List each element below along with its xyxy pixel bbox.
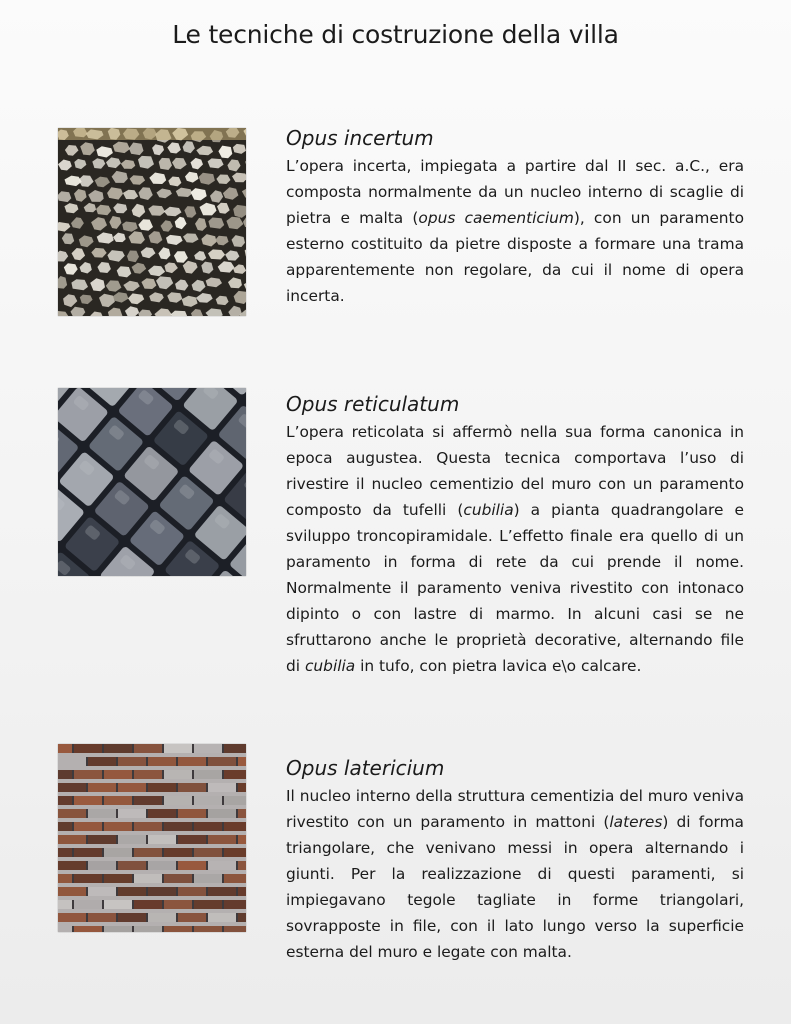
text-run: ) di forma triangolare, che venivano messi in opera alternando i giunti. Per la realizzazione di questi paramenti, si impiegavano tegole tagliate in forme triangolari, sovrapposte in file, con il lato lungo verso la superficie esterna del muro e legate con malta. (286, 813, 744, 961)
section-text (286, 419, 744, 679)
page-title: Le tecniche di costruzione della villa (172, 20, 619, 49)
section-title: Opus reticulatum (286, 392, 460, 416)
latin-term: opus caementicium (418, 209, 574, 227)
latin-term: cubilia (304, 657, 356, 675)
section-text (286, 153, 744, 309)
section-title: Opus incertum (286, 126, 434, 150)
opus-reticulatum-photo (58, 388, 246, 576)
text-run: ), con un paramento esterno costituito da pietre disposte a formare una trama apparentemente non regolare, da cui il nome di opera incerta. (286, 209, 745, 305)
text-run: L’opera incerta, impiegata a partire dal II sec. a.C., era composta normalmente da un nucleo interno di scaglie di pietra e malta ( (286, 157, 744, 227)
section-text (286, 783, 744, 965)
text-run: Il nucleo interno della struttura cementizia del muro veniva rivestito con un paramento in mattoni ( (286, 787, 744, 831)
section-title: Opus latericium (286, 756, 445, 780)
opus-latericium-photo (58, 744, 246, 932)
text-run: in tufo, con pietra lavica e\o calcare. (355, 657, 642, 675)
opus-incertum-photo (58, 128, 246, 316)
text-run: L’opera reticolata si affermò nella sua forma canonica in epoca augustea. Questa tecnica comportava l’uso di rivestire il nucleo cementizio del muro con un paramento composto da tufelli ( (286, 423, 744, 519)
latin-term: lateres (609, 813, 663, 831)
text-run: ) a pianta quadrangolare e sviluppo troncopiramidale. L’effetto finale era quello di un paramento in forma di rete da cui prende il nome. Normalmente il paramento veniva rivestito con intonaco dipinto o con lastre di marmo. In alcuni casi se ne sfruttarono anche le proprietà decorative, alternando file di (286, 501, 744, 675)
latin-term: cubilia (463, 501, 514, 519)
